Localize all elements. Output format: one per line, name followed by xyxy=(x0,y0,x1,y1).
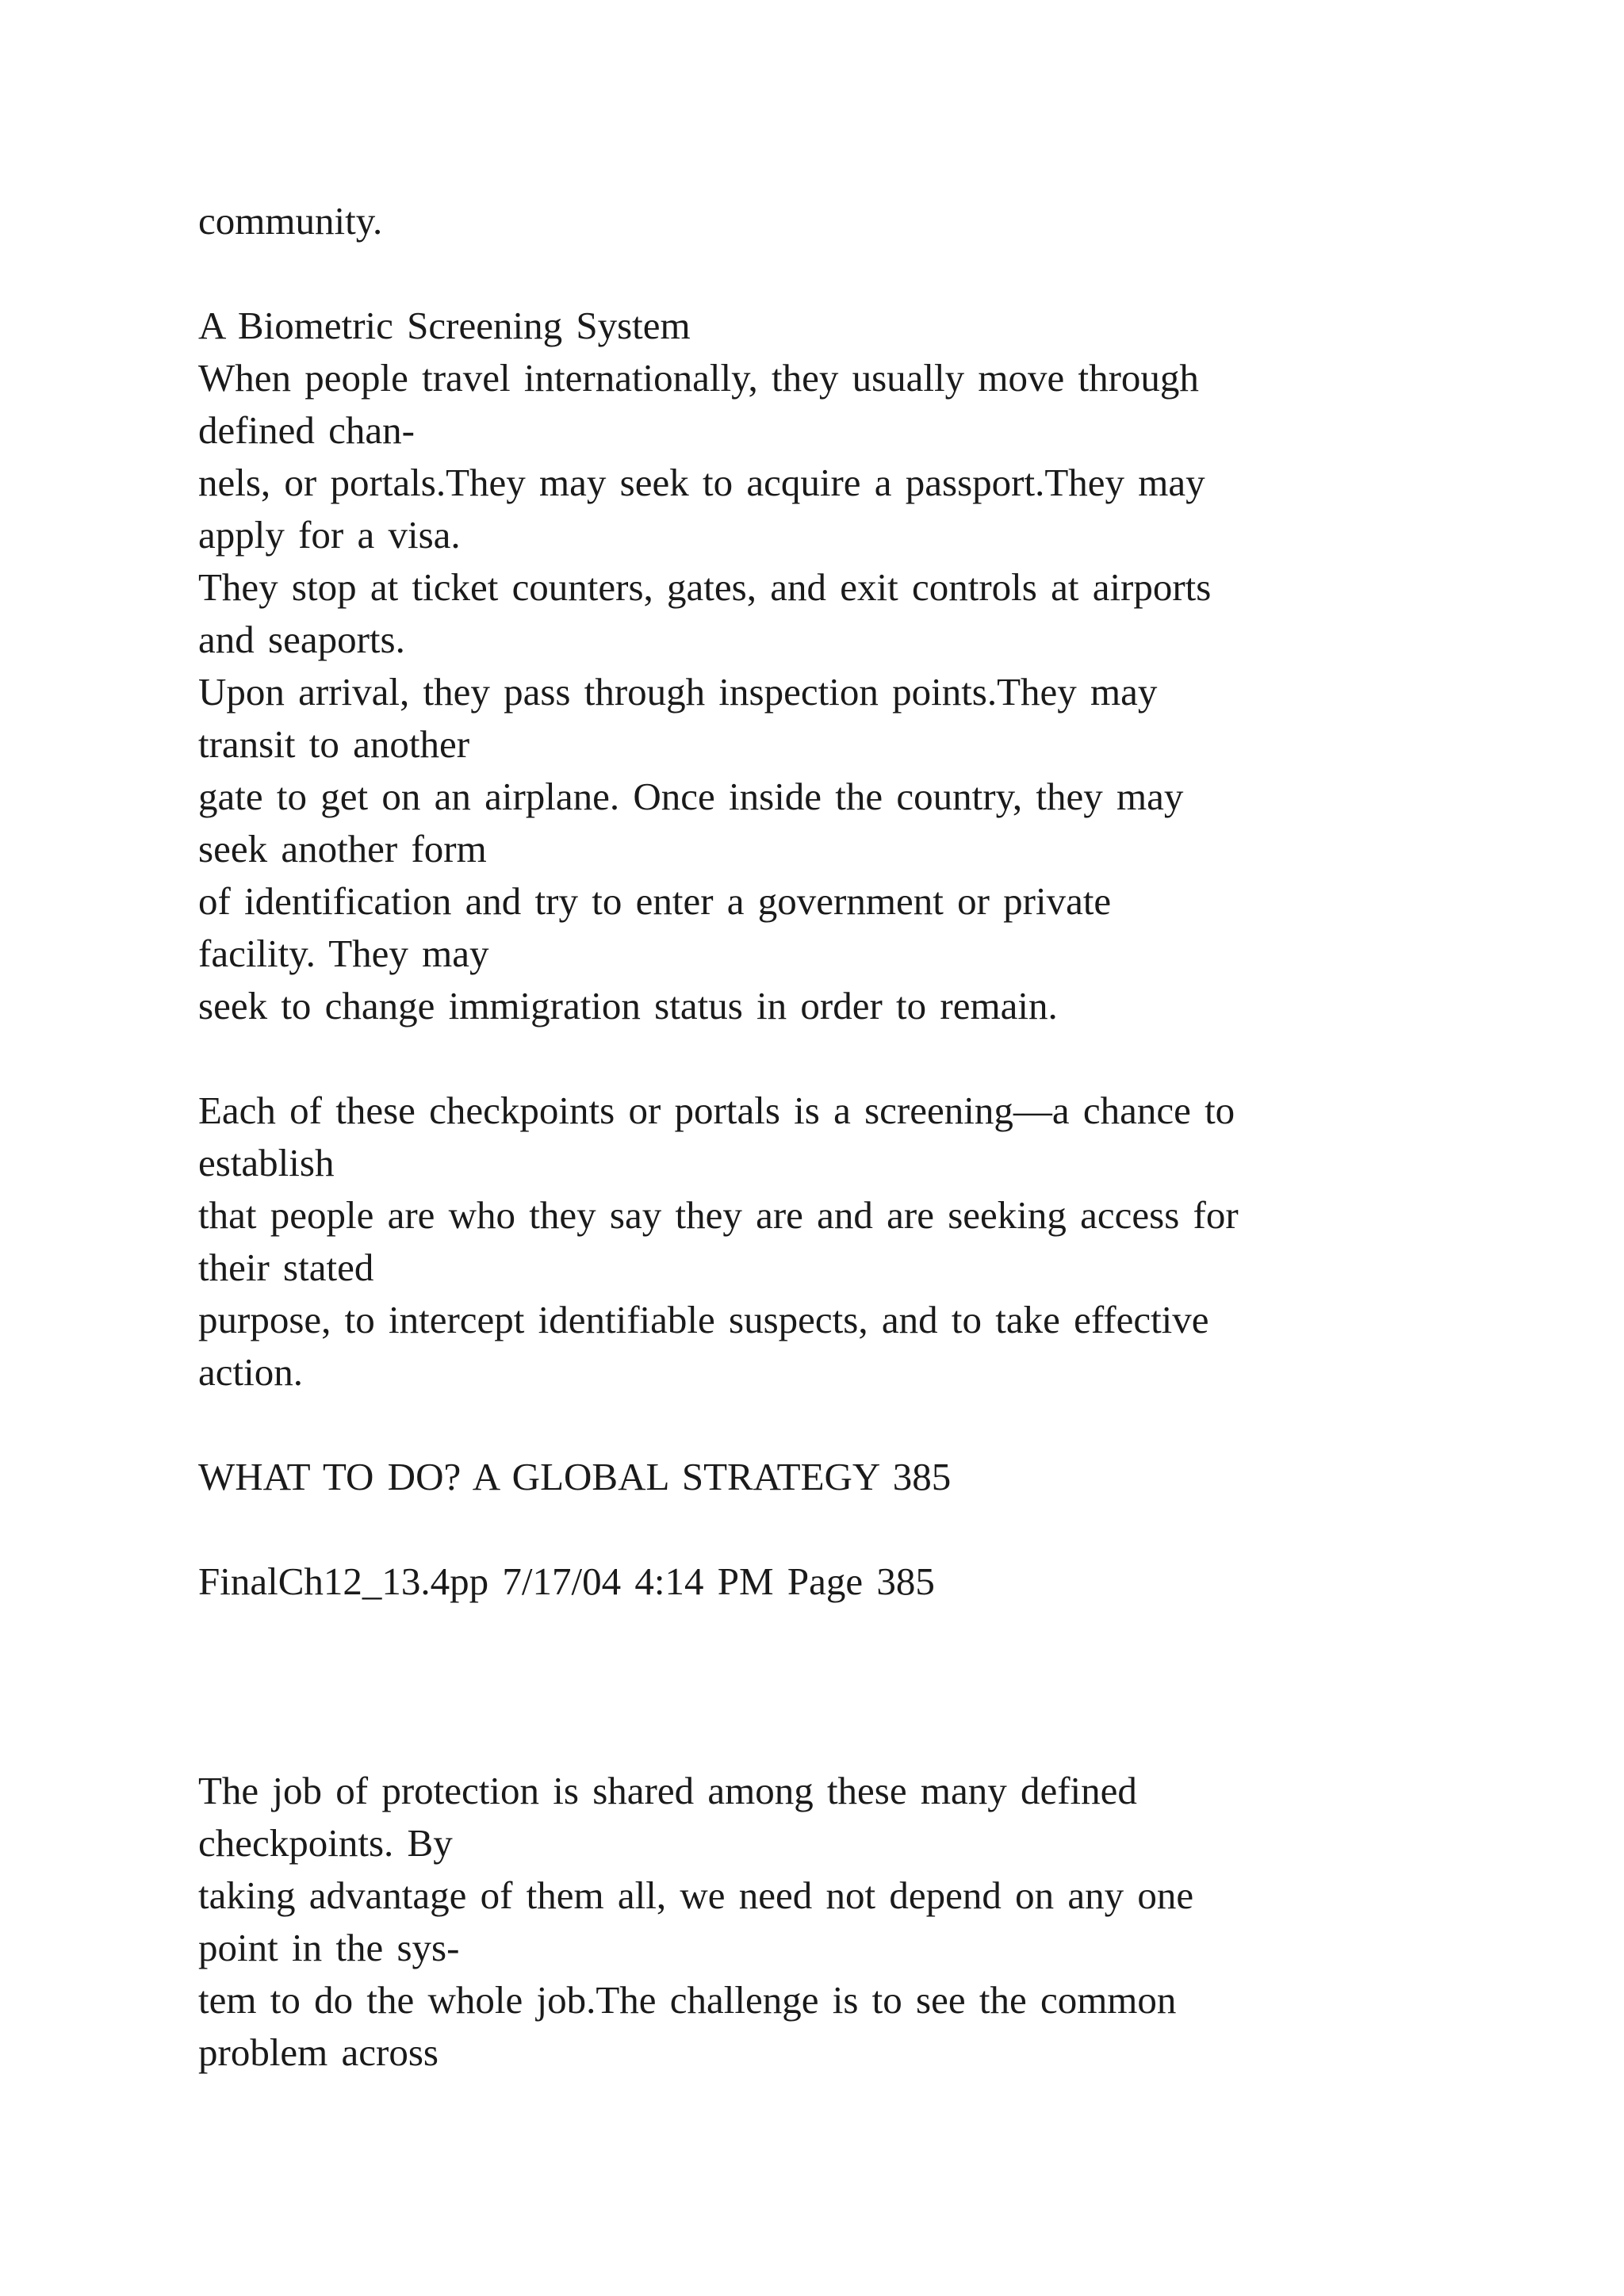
section-heading: A Biometric Screening System xyxy=(198,304,691,347)
running-header: WHAT TO DO? A GLOBAL STRATEGY 385 xyxy=(198,1455,952,1498)
text-line: transit to another xyxy=(198,722,470,766)
text-line: community. xyxy=(198,199,383,243)
text-line: that people are who they say they are and are seeking access for xyxy=(198,1193,1239,1237)
text-line: defined chan- xyxy=(198,408,415,452)
text-line: point in the sys- xyxy=(198,1926,460,1969)
text-line: action. xyxy=(198,1350,303,1394)
text-line: facility. They may xyxy=(198,932,489,975)
text-line: When people travel internationally, they usually move through xyxy=(198,356,1199,400)
text-line: Each of these checkpoints or portals is a screening—a chance to xyxy=(198,1089,1235,1132)
text-line: purpose, to intercept identifiable suspects, and to take effective xyxy=(198,1298,1209,1341)
print-slug: FinalCh12_13.4pp 7/17/04 4:14 PM Page 385 xyxy=(198,1559,935,1603)
text-line: seek to change immigration status in order to remain. xyxy=(198,984,1058,1027)
text-line: their stated xyxy=(198,1246,374,1289)
text-line: taking advantage of them all, we need not depend on any one xyxy=(198,1873,1194,1917)
text-line: seek another form xyxy=(198,827,487,871)
text-line: The job of protection is shared among these many defined xyxy=(198,1769,1137,1812)
text-line: problem across xyxy=(198,2030,439,2074)
text-line: of identification and try to enter a government or private xyxy=(198,879,1112,923)
text-line: apply for a visa. xyxy=(198,513,461,557)
text-line: Upon arrival, they pass through inspection points.They may xyxy=(198,670,1158,714)
text-line: checkpoints. By xyxy=(198,1821,453,1865)
text-line: They stop at ticket counters, gates, and exit controls at airports xyxy=(198,565,1212,609)
text-line: nels, or portals.They may seek to acquire a passport.They may xyxy=(198,461,1205,504)
text-line: tem to do the whole job.The challenge is to see the common xyxy=(198,1978,1177,2022)
text-line: establish xyxy=(198,1141,335,1184)
text-line: and seaports. xyxy=(198,618,405,661)
text-line: gate to get on an airplane. Once inside the country, they may xyxy=(198,775,1184,818)
